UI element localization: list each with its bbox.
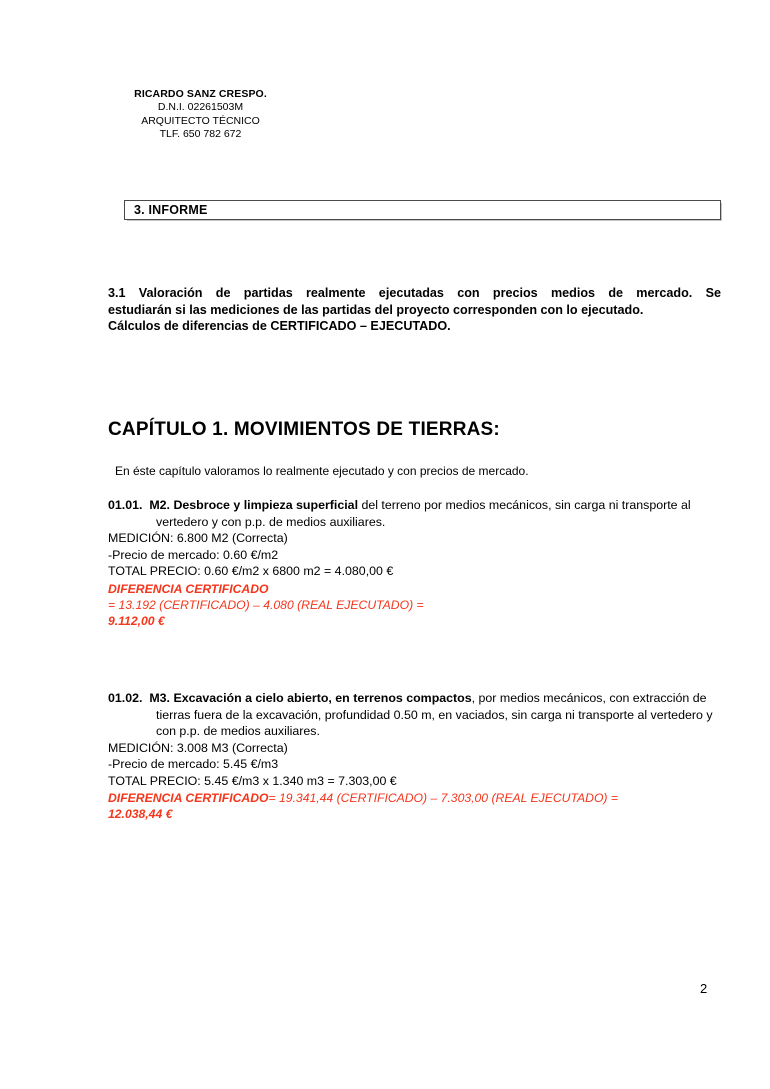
difference-label: DIFERENCIA CERTIFICADO: [108, 581, 269, 596]
budget-item: [108, 497, 722, 629]
budget-item-unit: M2.: [149, 498, 170, 512]
budget-item-figures: [108, 530, 722, 580]
paragraph-3-1-line-2: estudiarán si las mediciones de las partidas del proyecto corresponden con lo ejecutado.: [108, 302, 644, 317]
letterhead-dni: D.N.I. 02261503M: [157, 101, 244, 114]
budget-item: [108, 690, 722, 822]
letterhead-role: ARQUITECTO TÉCNICO: [141, 114, 260, 127]
budget-item-medicion: MEDICIÓN: 3.008 M3 (Correcta): [108, 740, 288, 755]
difference-result: 12.038,44 €: [108, 807, 173, 822]
budget-item-description: , por medios mecánicos, con extracción de tierras fuera de la excavación, profundidad 0.50 m, en vaciados, sin carga ni transporte al vertedero y con p.p. de medios auxiliares.: [156, 691, 713, 738]
paragraph-3-1-line-3: Cálculos de diferencias de CERTIFICADO – EJECUTADO.: [108, 319, 451, 334]
budget-item-title: Excavación a cielo abierto, en terrenos compactos: [173, 691, 472, 705]
budget-item-description: del terreno por medios mecánicos, sin carga ni transporte al vertedero y con p.p. de medios auxiliares.: [156, 498, 691, 529]
chapter-intro-text: En éste capítulo valoramos lo realmente ejecutado y con precios de mercado.: [115, 464, 529, 478]
budget-item-heading: [108, 690, 722, 740]
section-heading-box: [124, 200, 721, 220]
letterhead-name: RICARDO SANZ CRESPO.: [134, 88, 267, 100]
budget-item-code: 01.01.: [108, 498, 143, 512]
difference-calculation: = 13.192 (CERTIFICADO) – 4.080 (REAL EJECUTADO) =: [108, 597, 424, 612]
budget-item-precio-mercado: -Precio de mercado: 0.60 €/m2: [108, 547, 279, 562]
budget-item-figures: [108, 740, 722, 790]
budget-item-unit: M3.: [149, 691, 170, 705]
budget-item-total-precio: TOTAL PRECIO: 5.45 €/m3 x 1.340 m3 = 7.303,00 €: [108, 773, 397, 788]
section-heading-label: 3. INFORME: [134, 203, 208, 217]
paragraph-3-1-line-1: 3.1 Valoración de partidas realmente ejecutadas con precios medios de mercado. Se: [108, 286, 721, 300]
chapter-title: CAPÍTULO 1. MOVIMIENTOS DE TIERRAS:: [108, 419, 500, 440]
difference-label: DIFERENCIA CERTIFICADO: [108, 791, 269, 805]
letterhead-phone: TLF. 650 782 672: [159, 128, 242, 141]
budget-item-total-precio: TOTAL PRECIO: 0.60 €/m2 x 6800 m2 = 4.080,00 €: [108, 564, 394, 578]
page-number: 2: [700, 981, 708, 996]
budget-item-difference: [108, 790, 722, 822]
difference-calculation: = 19.341,44 (CERTIFICADO) – 7.303,00 (REAL EJECUTADO) =: [268, 791, 618, 805]
budget-item-precio-mercado: -Precio de mercado: 5.45 €/m3: [108, 757, 279, 771]
budget-item-difference: [108, 581, 722, 630]
budget-item-medicion: MEDICIÓN: 6.800 M2 (Correcta): [108, 531, 288, 545]
paragraph-3-1: [108, 285, 721, 335]
budget-item-title: Desbroce y limpieza superficial: [173, 498, 359, 512]
letterhead: [108, 88, 293, 142]
difference-result: 9.112,00 €: [108, 613, 165, 628]
budget-item-code: 01.02.: [108, 691, 143, 705]
budget-item-heading: [108, 497, 722, 530]
